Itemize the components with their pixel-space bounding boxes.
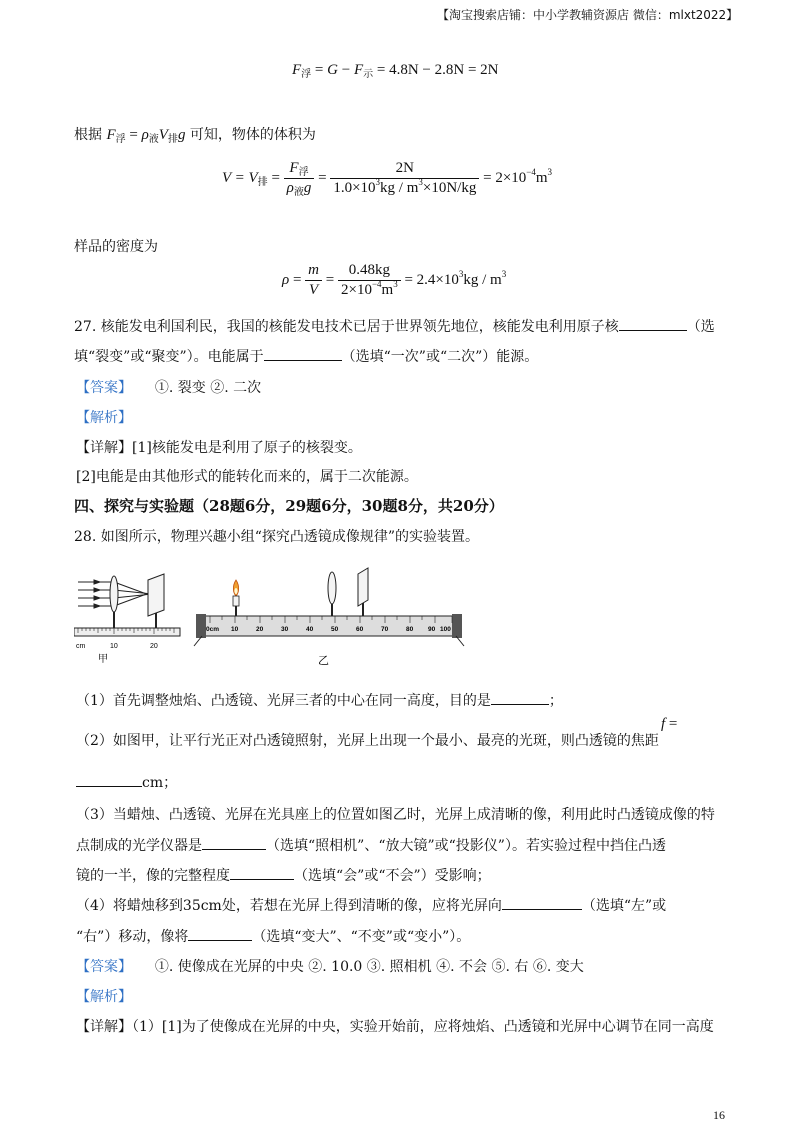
q28-p3-line1: （3）当蜡烛、凸透镜、光屏在光具座上的位置如图乙时，光屏上成清晰的像，利用此时凸透镜成像的特	[76, 807, 715, 823]
figure-b-optical-bench	[190, 566, 470, 670]
q28-detail1: 【详解】（1）[1]为了使像成在光屏的中央，实验开始前，应将烛焰、凸透镜和光屏中心调节在同一高度	[76, 1019, 714, 1035]
q28-p2: （2）如图甲，让平行光正对凸透镜照射，光屏上出现一个最小、最亮的光斑，则凸透镜的焦距	[76, 733, 659, 749]
q28-p3-line3: 镜的一半，像的完整程度 （选填“会”或“不会”）受影响；	[76, 868, 491, 884]
equation-buoyancy: $F_浮 = G - F_示 = 4.8N - 2.8N = 2N$	[292, 62, 499, 80]
candle-icon	[233, 580, 239, 618]
figure-b-tick-label: 80	[406, 626, 414, 633]
figure-a-tick-label: 10	[110, 643, 118, 650]
screen-icon	[358, 568, 368, 618]
figure-b-caption: 乙	[318, 654, 329, 667]
basis-paragraph: 根据 $F_浮 = \rho_液V_排g$ 可知，物体的体积为	[74, 127, 316, 145]
q27-line1: 27. 核能发电利国利民，我国的核能发电技术已居于世界领先地位，核能发电利用原子核 （选	[74, 319, 715, 335]
q28-p4-line1: （4）将蜡烛移到35cm处，若想在光屏上得到清晰的像，应将光屏向 （选填“左”或	[76, 898, 667, 914]
figure-a-focal-length	[74, 568, 184, 666]
answer-blank	[230, 866, 294, 880]
figure-a-tick-label: 20	[150, 643, 158, 650]
answer-blank	[188, 927, 252, 941]
figure-b-tick-label: 20	[256, 626, 264, 633]
q28-intro: 28. 如图所示，物理兴趣小组“探究凸透镜成像规律”的实验装置。	[74, 529, 480, 545]
figure-b-tick-label: 10	[231, 626, 239, 633]
q28-analysis-label: 【解析】	[76, 989, 132, 1005]
figure-b-tick-label: 90	[428, 626, 436, 633]
figure-b-tick-label: 60	[356, 626, 364, 633]
q27-answer: 【答案】 ①. 裂变 ②. 二次	[76, 380, 262, 396]
density-label: 样品的密度为	[74, 239, 158, 255]
q28-p1: （1）首先调整烛焰、凸透镜、光屏三者的中心在同一高度，目的是 ；	[76, 693, 563, 709]
page-header: 【淘宝搜索店铺：中小学教辅资源店 微信：mlxt2022】	[437, 8, 739, 22]
answer-blank	[264, 347, 342, 361]
figure-b-tick-label: 50	[331, 626, 339, 633]
figure-b-tick-label: 70	[381, 626, 389, 633]
figure-b-tick-label: 30	[281, 626, 289, 633]
answer-blank	[502, 896, 582, 910]
q27-line2: 填“裂变”或“聚变”）。电能属于 （选填“一次”或“二次”）能源。	[74, 349, 539, 365]
q28-p2-unit: cm；	[76, 772, 177, 792]
q28-focal-symbol: f =	[661, 716, 678, 732]
q27-detail1: 【详解】[1]核能发电是利用了原子的核裂变。	[76, 440, 362, 456]
q28-answer: 【答案】 ①. 使像成在光屏的中央 ②. 10.0 ③. 照相机 ④. 不会 ⑤. 右 ⑥. 变大	[76, 959, 584, 975]
figure-b-tick-label: 0cm	[206, 626, 220, 633]
figure-a-caption: 甲	[98, 654, 108, 665]
answer-blank	[491, 691, 549, 705]
lens-icon	[328, 572, 336, 618]
answer-blank	[76, 773, 142, 787]
equation-density: ρ = $\frac{m}{V}$ = $\frac{0.48kg}{2\times 10^{-4}m^3}$ = $2.4\times 10^3kg / m^3$	[282, 262, 507, 298]
q28-p4-line2: “右”）移动，像将 （选填“变大”、“不变”或“变小”）。	[76, 929, 471, 945]
figure-b-tick-label: 40	[306, 626, 314, 633]
section-heading: 四、探究与实验题（28题6分，29题6分，30题8分，共20分）	[74, 497, 504, 515]
q27-analysis-label: 【解析】	[76, 410, 132, 426]
q28-p3-line2: 点制成的光学仪器是 （选填“照相机”、“放大镜”或“投影仪”）。若实验过程中挡住凸透	[76, 838, 666, 854]
page-number: 16	[713, 1108, 725, 1122]
figure-a-tick-label: cm	[76, 643, 86, 650]
figure-b-tick-label: 100	[440, 626, 451, 633]
answer-blank	[619, 317, 687, 331]
equation-volume: $V = V_排$ = $\frac{F_浮}{\rho_液g}$ = $\frac{2N}{1.0\times 10^3kg / m^3\times 10N/kg}$ = $2\times 10^{-4}m^3$	[222, 160, 553, 198]
answer-blank	[202, 836, 266, 850]
q27-detail2: [2]电能是由其他形式的能转化而来的，属于二次能源。	[76, 469, 418, 485]
